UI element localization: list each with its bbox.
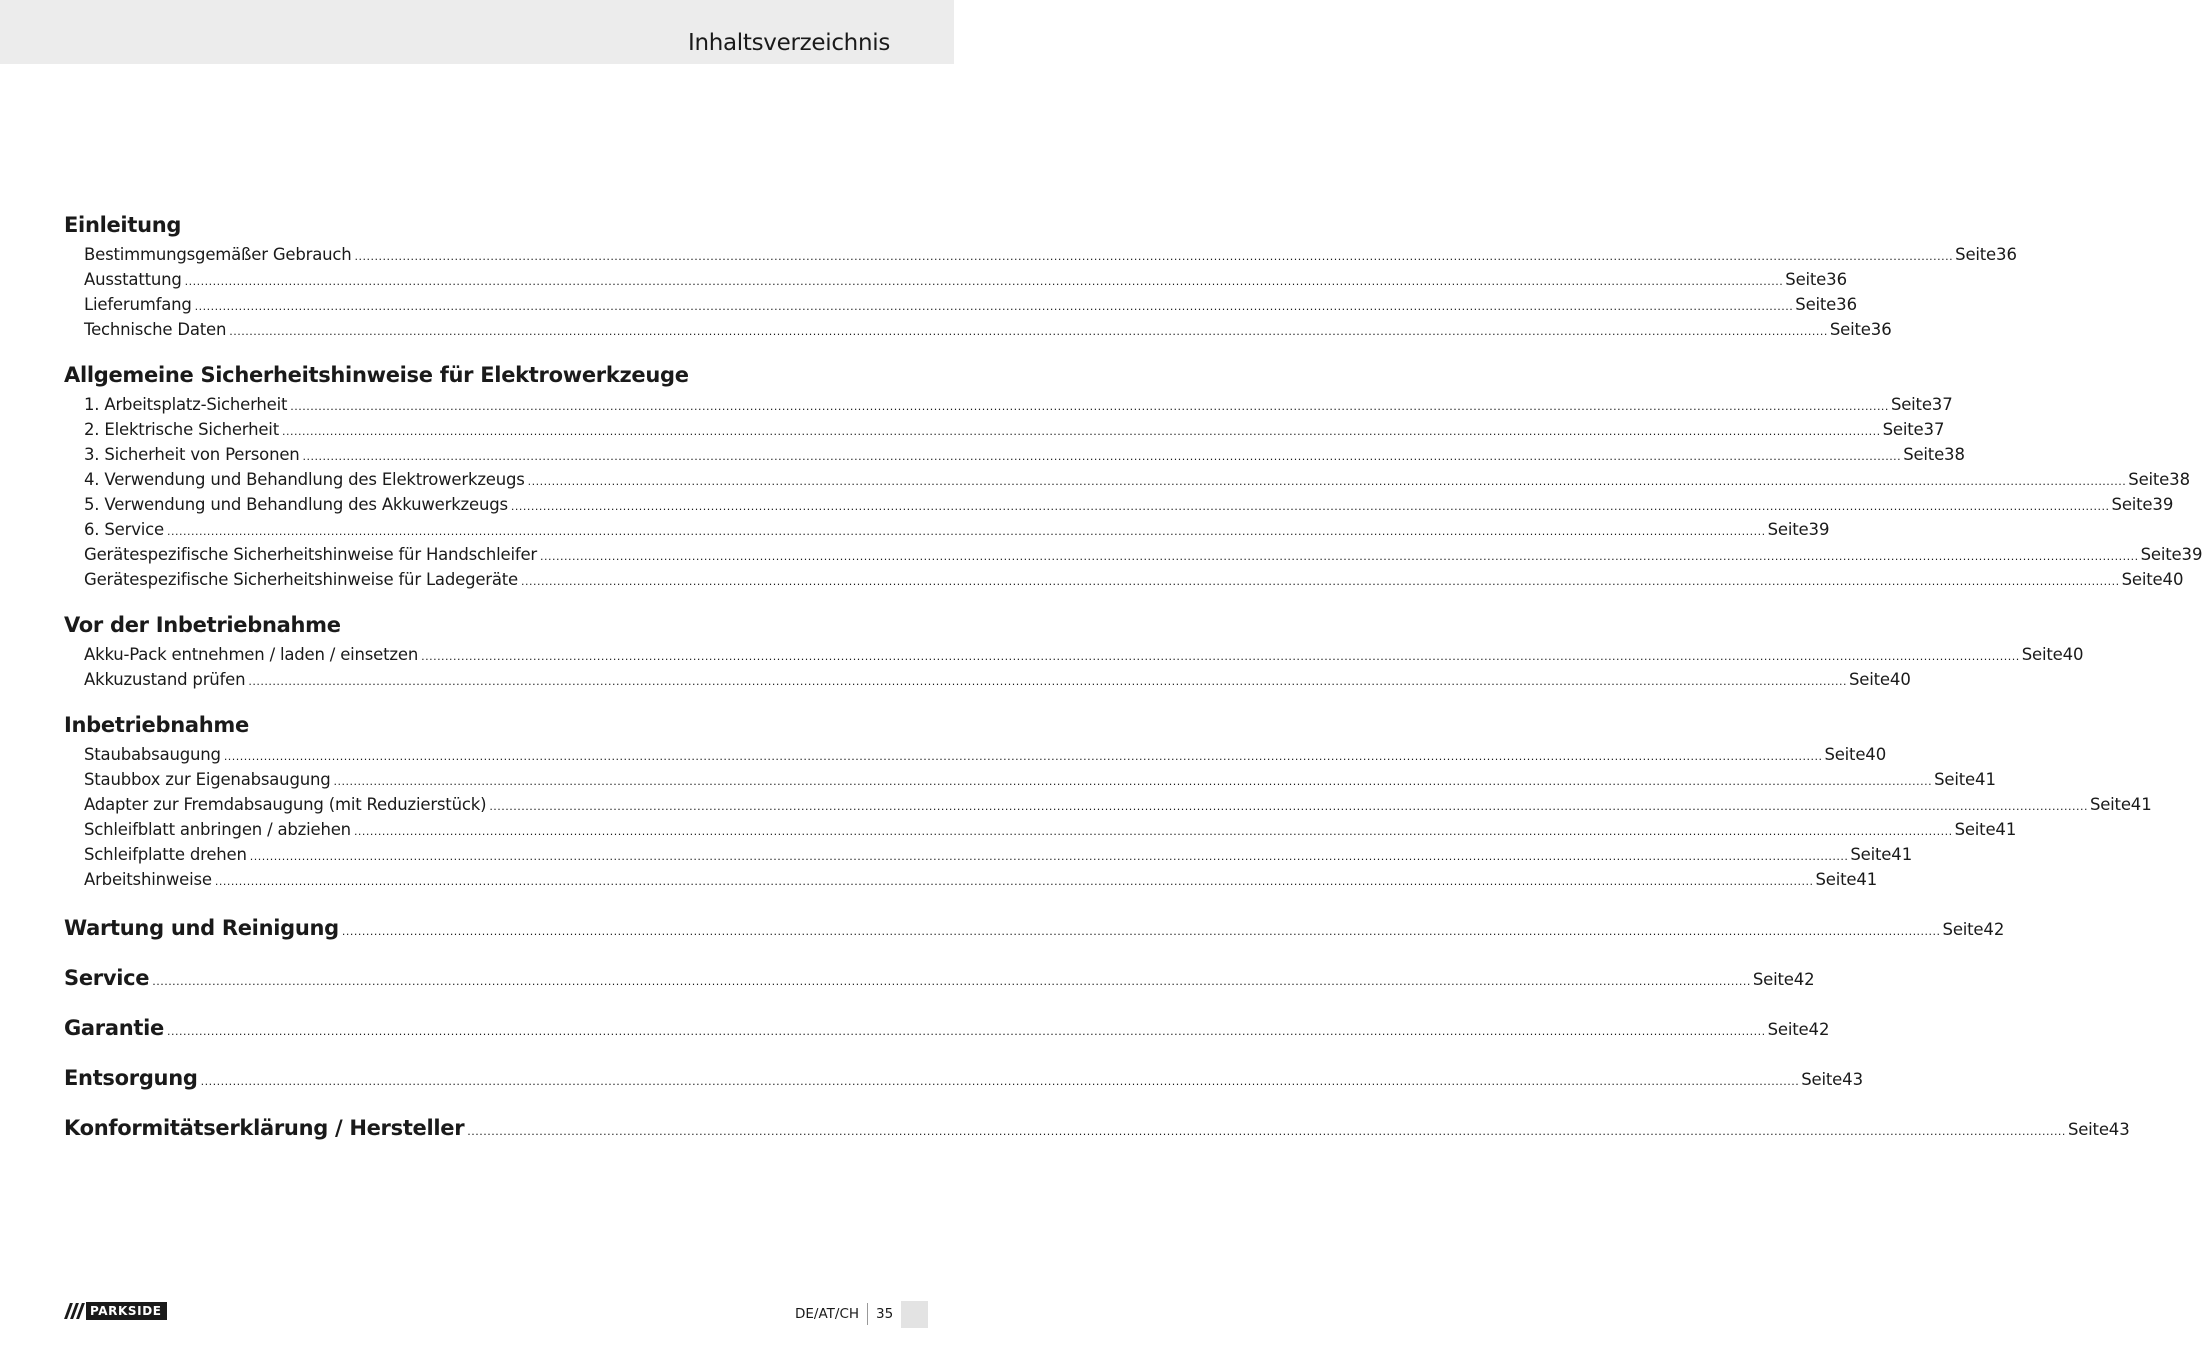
toc-page-number: 38 — [1944, 445, 1966, 464]
toc-major-entry[interactable] — [64, 964, 1815, 992]
logo-stripes-icon — [64, 1302, 86, 1320]
toc-entry[interactable] — [84, 569, 2184, 591]
toc-major-entry[interactable] — [64, 1014, 1830, 1042]
toc-entry[interactable] — [84, 819, 2017, 841]
toc-entry[interactable] — [84, 794, 2152, 816]
section-heading: Allgemeine Sicherheitshinweise für Elektrowerkzeuge — [64, 363, 689, 387]
toc-entry-label: 5. Verwendung und Behandlung des Akkuwerkzeugs — [84, 495, 508, 514]
toc-entry[interactable] — [84, 744, 1887, 766]
toc-entry-label: Arbeitshinweise — [84, 870, 212, 889]
toc-page-word: Seite — [1815, 870, 1857, 889]
toc-major-entry[interactable] — [64, 1064, 1864, 1092]
toc-entry-label: 4. Verwendung und Behandlung des Elektrowerkzeugs — [84, 470, 525, 489]
dot-leader: ................................................................................................................................................................................................................................................................................................................................................................................................................ — [281, 425, 1881, 438]
toc-page-number: 40 — [1889, 670, 1911, 689]
toc-page-number: 37 — [1931, 395, 1953, 414]
toc-entry[interactable] — [84, 544, 2202, 566]
toc-entry-label: Technische Daten — [84, 320, 227, 339]
toc-entry-label: Wartung und Reinigung — [64, 916, 339, 940]
toc-entry-label: Schleifplatte drehen — [84, 845, 247, 864]
dot-leader: ................................................................................................................................................................................................................................................................................................................................................................................................................ — [248, 675, 1847, 688]
dot-leader: ................................................................................................................................................................................................................................................................................................................................................................................................................ — [152, 975, 1751, 988]
toc-major-entry[interactable] — [64, 1114, 2130, 1142]
toc-page-number: 37 — [1923, 420, 1945, 439]
dot-leader: ................................................................................................................................................................................................................................................................................................................................................................................................................ — [539, 550, 2139, 563]
toc-entry-label: 2. Elektrische Sicherheit — [84, 420, 279, 439]
toc-entry[interactable] — [84, 669, 1911, 691]
toc-page-word: Seite — [1850, 845, 1892, 864]
toc-page-word: Seite — [1955, 245, 1997, 264]
dot-leader: ................................................................................................................................................................................................................................................................................................................................................................................................................ — [200, 1075, 1800, 1088]
toc-page-word: Seite — [2089, 795, 2131, 814]
toc-major-entry[interactable] — [64, 914, 2005, 942]
dot-leader: ................................................................................................................................................................................................................................................................................................................................................................................................................ — [166, 1025, 1766, 1038]
dot-leader: ................................................................................................................................................................................................................................................................................................................................................................................................................ — [166, 525, 1766, 538]
toc-page-word: Seite — [2128, 470, 2170, 489]
toc-entry[interactable] — [84, 469, 2191, 491]
toc-page-number: 42 — [1808, 1020, 1830, 1039]
toc-entry[interactable] — [84, 294, 1858, 316]
dot-leader: ................................................................................................................................................................................................................................................................................................................................................................................................................ — [489, 800, 2088, 813]
toc-page-number: 40 — [1865, 745, 1887, 764]
toc-page-number: 36 — [1836, 295, 1858, 314]
toc-page-number: 41 — [1891, 845, 1913, 864]
toc-entry-label: Gerätespezifische Sicherheitshinweise für Ladegeräte — [84, 570, 519, 589]
dot-leader: ................................................................................................................................................................................................................................................................................................................................................................................................................ — [223, 750, 1823, 763]
toc-entry-label: Schleifblatt anbringen / abziehen — [84, 820, 351, 839]
dot-leader: ................................................................................................................................................................................................................................................................................................................................................................................................................ — [421, 650, 2020, 663]
footer-locale: DE/AT/CH — [795, 1306, 860, 1322]
toc-page-number: 36 — [1870, 320, 1892, 339]
dot-leader: ................................................................................................................................................................................................................................................................................................................................................................................................................ — [354, 250, 1954, 263]
toc-page-word: Seite — [1829, 320, 1871, 339]
toc-page-word: Seite — [2140, 545, 2182, 564]
toc-entry[interactable] — [84, 419, 1945, 441]
toc-entry[interactable] — [84, 494, 2174, 516]
toc-page-word: Seite — [1954, 820, 1996, 839]
dot-leader: ................................................................................................................................................................................................................................................................................................................................................................................................................ — [521, 575, 2120, 588]
dot-leader: ................................................................................................................................................................................................................................................................................................................................................................................................................ — [333, 775, 1933, 788]
toc-entry-label: 3. Sicherheit von Personen — [84, 445, 300, 464]
section-heading: Einleitung — [64, 213, 182, 237]
dot-leader: ................................................................................................................................................................................................................................................................................................................................................................................................................ — [290, 400, 1889, 413]
toc-entry-label: Akkuzustand prüfen — [84, 670, 246, 689]
toc-page-number: 41 — [2130, 795, 2152, 814]
dot-leader: ................................................................................................................................................................................................................................................................................................................................................................................................................ — [353, 825, 1953, 838]
toc-entry-label: 6. Service — [84, 520, 164, 539]
page-title: Inhaltsverzeichnis — [687, 30, 890, 56]
section-heading: Inbetriebnahme — [64, 713, 249, 737]
toc-entry-label: Lieferumfang — [84, 295, 192, 314]
toc-entry[interactable] — [84, 394, 1953, 416]
toc-entry-label: Staubabsaugung — [84, 745, 221, 764]
dot-leader: ................................................................................................................................................................................................................................................................................................................................................................................................................ — [302, 450, 1902, 463]
parkside-logo — [64, 1302, 176, 1320]
dot-leader: ................................................................................................................................................................................................................................................................................................................................................................................................................ — [229, 325, 1828, 338]
toc-page-word: Seite — [2021, 645, 2063, 664]
toc-entry[interactable] — [84, 519, 1830, 541]
toc-page-number: 36 — [1996, 245, 2018, 264]
toc-page-word: Seite — [2067, 1120, 2109, 1139]
toc-entry-label: Bestimmungsgemäßer Gebrauch — [84, 245, 352, 264]
toc-entry-label: Garantie — [64, 1016, 164, 1040]
toc-page-word: Seite — [1934, 770, 1975, 789]
toc-page-word: Seite — [1785, 270, 1827, 289]
toc-page-word: Seite — [1801, 1070, 1843, 1089]
toc-page-number: 36 — [1826, 270, 1848, 289]
footer-box — [901, 1301, 928, 1328]
toc-entry[interactable] — [84, 769, 1996, 791]
dot-leader: ................................................................................................................................................................................................................................................................................................................................................................................................................ — [527, 475, 2127, 488]
toc-entry[interactable] — [84, 644, 2084, 666]
dot-leader: ................................................................................................................................................................................................................................................................................................................................................................................................................ — [341, 925, 1941, 938]
toc-entry-label: Ausstattung — [84, 270, 182, 289]
toc-page-number: 43 — [1842, 1070, 1864, 1089]
toc-page-number: 38 — [2169, 470, 2191, 489]
dot-leader: ................................................................................................................................................................................................................................................................................................................................................................................................................ — [194, 300, 1794, 313]
toc-page-word: Seite — [1890, 395, 1932, 414]
toc-page-number: 39 — [1808, 520, 1830, 539]
toc-entry[interactable] — [84, 869, 1878, 891]
toc-page-number: 41 — [1856, 870, 1878, 889]
toc-page-word: Seite — [1942, 920, 1984, 939]
toc-entry[interactable] — [84, 319, 1892, 341]
toc-page-number: 43 — [2108, 1120, 2130, 1139]
toc-page-word: Seite — [1752, 970, 1794, 989]
toc-page-number: 42 — [1793, 970, 1815, 989]
section-heading: Vor der Inbetriebnahme — [64, 613, 341, 637]
toc-page-word: Seite — [1849, 670, 1890, 689]
dot-leader: ................................................................................................................................................................................................................................................................................................................................................................................................................ — [184, 275, 1784, 288]
toc-page-word: Seite — [1767, 1020, 1809, 1039]
toc-entry-label: Akku-Pack entnehmen / laden / einsetzen — [84, 645, 419, 664]
toc-page-number: 39 — [2181, 545, 2202, 564]
footer-page-number: 35 — [876, 1306, 894, 1322]
toc-page-number: 40 — [2062, 645, 2084, 664]
toc-entry-label: Adapter zur Fremdabsaugung (mit Reduzierstück) — [84, 795, 487, 814]
toc-page-word: Seite — [1824, 745, 1866, 764]
toc-entry-label: Entsorgung — [64, 1066, 198, 1090]
dot-leader: ................................................................................................................................................................................................................................................................................................................................................................................................................ — [467, 1125, 2066, 1138]
toc-entry-label: Staubbox zur Eigenabsaugung — [84, 770, 331, 789]
toc-page-word: Seite — [2121, 570, 2163, 589]
toc-entry-label: Konformitätserklärung / Hersteller — [64, 1116, 465, 1140]
toc-entry[interactable] — [84, 444, 1966, 466]
toc-page-number: 41 — [1975, 770, 1996, 789]
dot-leader: ................................................................................................................................................................................................................................................................................................................................................................................................................ — [510, 500, 2110, 513]
toc-page-number: 41 — [1995, 820, 2017, 839]
toc-page-number: 40 — [2162, 570, 2184, 589]
toc-entry-label: Gerätespezifische Sicherheitshinweise für Handschleifer — [84, 545, 537, 564]
dot-leader: ................................................................................................................................................................................................................................................................................................................................................................................................................ — [249, 850, 1849, 863]
footer-divider — [867, 1303, 868, 1325]
toc-page-number: 42 — [1983, 920, 2005, 939]
dot-leader: ................................................................................................................................................................................................................................................................................................................................................................................................................ — [214, 875, 1814, 888]
toc-page-word: Seite — [1767, 520, 1809, 539]
toc-page-word: Seite — [1903, 445, 1945, 464]
toc-entry[interactable] — [84, 844, 1913, 866]
toc-page-word: Seite — [1882, 420, 1924, 439]
toc-page-word: Seite — [1795, 295, 1837, 314]
brand-name: PARKSIDE — [86, 1302, 167, 1320]
toc-page-word: Seite — [2111, 495, 2153, 514]
toc-entry[interactable] — [84, 244, 2018, 266]
toc-entry[interactable] — [84, 269, 1848, 291]
toc-entry-label: Service — [64, 966, 150, 990]
toc-entry-label: 1. Arbeitsplatz-Sicherheit — [84, 395, 288, 414]
toc-page-number: 39 — [2152, 495, 2174, 514]
